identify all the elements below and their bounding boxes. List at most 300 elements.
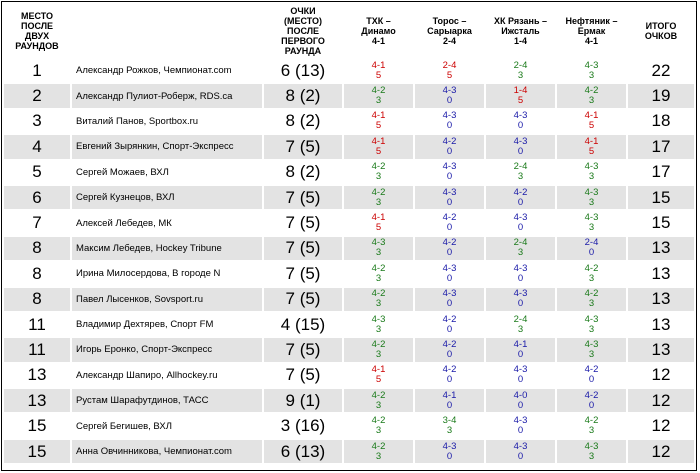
expert-name-cell: Евгений Зырянкин, Спорт-Экспресс xyxy=(72,135,262,158)
match-prediction-cell xyxy=(557,237,626,260)
prediction-points: 0 xyxy=(517,450,524,462)
place-cell: 6 xyxy=(4,186,70,209)
match-prediction-cell xyxy=(344,313,413,336)
table-row xyxy=(4,338,694,361)
predicted-score: 4-2 xyxy=(371,262,386,274)
predicted-score: 4-3 xyxy=(584,338,599,350)
match-prediction-cell xyxy=(344,110,413,133)
match-prediction-cell xyxy=(415,84,484,107)
total-points-cell: 12 xyxy=(628,364,694,387)
match-prediction-cell xyxy=(557,288,626,311)
prediction-points: 0 xyxy=(517,298,524,310)
predicted-score: 4-3 xyxy=(442,262,457,274)
header-line: ХК Рязань – xyxy=(494,15,547,26)
predicted-score: 4-3 xyxy=(513,440,528,452)
place-cell: 5 xyxy=(4,161,70,184)
header-line: Сарыарка xyxy=(427,25,472,36)
predicted-score: 4-1 xyxy=(513,338,528,350)
first-round-points-cell: 7 (5) xyxy=(264,186,342,209)
match-prediction-cell xyxy=(557,313,626,336)
predicted-score: 4-3 xyxy=(584,440,599,452)
match-prediction-cell xyxy=(415,211,484,234)
prediction-points: 0 xyxy=(446,171,453,183)
place-cell: 2 xyxy=(4,84,70,107)
prediction-points: 5 xyxy=(375,145,382,157)
match-prediction-cell xyxy=(557,186,626,209)
header-line: (МЕСТО) xyxy=(283,15,323,26)
header-name-blank xyxy=(72,4,262,57)
predicted-score: 4-2 xyxy=(442,338,457,350)
total-points-cell: 12 xyxy=(628,389,694,412)
prediction-points: 0 xyxy=(588,399,595,411)
place-cell: 15 xyxy=(4,414,70,437)
prediction-points: 5 xyxy=(588,120,595,132)
header-line: Ижсталь xyxy=(501,25,540,36)
predicted-score: 4-3 xyxy=(584,59,599,71)
first-round-points-cell: 3 (16) xyxy=(264,414,342,437)
header-line: ПОСЛЕ xyxy=(286,25,320,36)
predicted-score: 2-4 xyxy=(513,161,528,173)
prediction-points: 0 xyxy=(446,120,453,132)
match-prediction-cell xyxy=(486,84,555,107)
predicted-score: 4-2 xyxy=(513,186,528,198)
predicted-score: 4-3 xyxy=(371,237,386,249)
place-cell: 8 xyxy=(4,262,70,285)
match-prediction-cell xyxy=(415,110,484,133)
match-prediction-cell xyxy=(557,440,626,463)
predicted-score: 2-4 xyxy=(513,59,528,71)
header-match-3 xyxy=(486,4,555,57)
total-points-cell: 12 xyxy=(628,414,694,437)
first-round-points-cell: 7 (5) xyxy=(264,262,342,285)
expert-name-cell: Игорь Еронко, Спорт-Экспресс xyxy=(72,338,262,361)
first-round-points-cell: 7 (5) xyxy=(264,237,342,260)
prediction-points: 3 xyxy=(588,95,595,107)
header-match-2 xyxy=(415,4,484,57)
prediction-points: 0 xyxy=(588,374,595,386)
header-total xyxy=(628,4,694,57)
prediction-points: 3 xyxy=(588,298,595,310)
match-prediction-cell xyxy=(557,338,626,361)
expert-name-cell: Павел Лысенков, Sovsport.ru xyxy=(72,288,262,311)
predicted-score: 2-4 xyxy=(442,59,457,71)
match-prediction-cell xyxy=(486,186,555,209)
place-cell: 13 xyxy=(4,364,70,387)
prediction-points: 3 xyxy=(375,196,382,208)
match-prediction-cell xyxy=(344,440,413,463)
table-row xyxy=(4,364,694,387)
match-prediction-cell xyxy=(415,161,484,184)
predicted-score: 4-1 xyxy=(371,212,386,224)
match-prediction-cell xyxy=(557,364,626,387)
predicted-score: 4-3 xyxy=(442,161,457,173)
match-prediction-cell xyxy=(415,262,484,285)
table-row xyxy=(4,414,694,437)
match-prediction-cell xyxy=(415,186,484,209)
prediction-points: 0 xyxy=(446,374,453,386)
prediction-points: 3 xyxy=(517,247,524,259)
match-prediction-cell xyxy=(415,59,484,82)
first-round-points-cell: 8 (2) xyxy=(264,84,342,107)
match-prediction-cell xyxy=(344,389,413,412)
table-row xyxy=(4,237,694,260)
prediction-points: 0 xyxy=(517,348,524,360)
prediction-points: 3 xyxy=(588,425,595,437)
header-line: Торос – xyxy=(432,15,467,26)
place-cell: 11 xyxy=(4,313,70,336)
prediction-points: 0 xyxy=(446,272,453,284)
prediction-points: 0 xyxy=(446,95,453,107)
match-prediction-cell xyxy=(344,237,413,260)
match-prediction-cell xyxy=(344,211,413,234)
predicted-score: 4-2 xyxy=(371,415,386,427)
expert-name-cell: Анна Овчинникова, Чемпионат.com xyxy=(72,440,262,463)
predicted-score: 4-3 xyxy=(513,288,528,300)
match-prediction-cell xyxy=(557,211,626,234)
prediction-points: 0 xyxy=(517,196,524,208)
predicted-score: 4-2 xyxy=(371,389,386,401)
expert-name-cell: Алексей Лебедев, МК xyxy=(72,211,262,234)
total-points-cell: 15 xyxy=(628,186,694,209)
table-row xyxy=(4,440,694,463)
match-prediction-cell xyxy=(344,288,413,311)
predicted-score: 2-4 xyxy=(513,237,528,249)
prediction-points: 3 xyxy=(375,95,382,107)
match-prediction-cell xyxy=(557,161,626,184)
expert-name-cell: Александр Пулиот-Роберж, RDS.ca xyxy=(72,84,262,107)
header-row xyxy=(4,4,694,57)
prediction-points: 5 xyxy=(446,69,453,81)
prediction-points: 0 xyxy=(517,374,524,386)
predicted-score: 4-3 xyxy=(584,313,599,325)
predicted-score: 4-1 xyxy=(371,110,386,122)
prediction-points: 0 xyxy=(446,323,453,335)
prediction-points: 0 xyxy=(446,450,453,462)
match-prediction-cell xyxy=(344,364,413,387)
place-cell: 7 xyxy=(4,211,70,234)
prediction-points: 3 xyxy=(375,399,382,411)
match-prediction-cell xyxy=(557,59,626,82)
header-line: Ермак xyxy=(577,25,606,36)
predicted-score: 2-4 xyxy=(513,313,528,325)
prediction-points: 3 xyxy=(375,298,382,310)
match-prediction-cell xyxy=(344,84,413,107)
predicted-score: 4-3 xyxy=(442,110,457,122)
match-prediction-cell xyxy=(415,338,484,361)
predicted-score: 4-2 xyxy=(442,364,457,376)
first-round-points-cell: 6 (13) xyxy=(264,440,342,463)
prediction-points: 0 xyxy=(517,399,524,411)
match-prediction-cell xyxy=(557,414,626,437)
table-row xyxy=(4,313,694,336)
prediction-points: 0 xyxy=(517,222,524,234)
predicted-score: 4-2 xyxy=(584,364,599,376)
predicted-score: 4-2 xyxy=(584,415,599,427)
predicted-score: 4-3 xyxy=(513,262,528,274)
table-row xyxy=(4,288,694,311)
header-line: ПОСЛЕ xyxy=(20,20,54,31)
standings-table-frame xyxy=(1,1,697,471)
expert-name-cell: Сергей Кузнецов, ВХЛ xyxy=(72,186,262,209)
table-row xyxy=(4,211,694,234)
predicted-score: 4-3 xyxy=(513,364,528,376)
table-row xyxy=(4,161,694,184)
predicted-score: 4-3 xyxy=(584,212,599,224)
table-row xyxy=(4,84,694,107)
prediction-points: 0 xyxy=(588,247,595,259)
first-round-points-cell: 9 (1) xyxy=(264,389,342,412)
match-prediction-cell xyxy=(486,110,555,133)
predicted-score: 4-2 xyxy=(371,85,386,97)
header-line: Динамо xyxy=(361,25,396,36)
predicted-score: 2-4 xyxy=(584,237,599,249)
prediction-points: 3 xyxy=(375,425,382,437)
expert-name-cell: Сергей Можаев, ВХЛ xyxy=(72,161,262,184)
match-prediction-cell xyxy=(415,237,484,260)
header-line: ОЧКОВ xyxy=(644,30,678,41)
header-line: ИТОГО xyxy=(645,20,677,31)
prediction-points: 3 xyxy=(588,348,595,360)
place-cell: 13 xyxy=(4,389,70,412)
match-prediction-cell xyxy=(486,440,555,463)
predicted-score: 4-3 xyxy=(513,212,528,224)
match-prediction-cell xyxy=(415,440,484,463)
total-points-cell: 15 xyxy=(628,211,694,234)
match-prediction-cell xyxy=(344,186,413,209)
prediction-points: 5 xyxy=(375,374,382,386)
prediction-points: 3 xyxy=(375,323,382,335)
prediction-points: 0 xyxy=(517,425,524,437)
expert-name-cell: Максим Лебедев, Hockey Tribune xyxy=(72,237,262,260)
header-match-1 xyxy=(344,4,413,57)
prediction-points: 3 xyxy=(588,222,595,234)
predicted-score: 4-3 xyxy=(442,288,457,300)
prediction-points: 0 xyxy=(446,145,453,157)
header-line: РАУНДОВ xyxy=(15,40,59,51)
table-row xyxy=(4,135,694,158)
header-line: 4-1 xyxy=(371,35,385,46)
match-prediction-cell xyxy=(415,414,484,437)
total-points-cell: 13 xyxy=(628,338,694,361)
first-round-points-cell: 7 (5) xyxy=(264,211,342,234)
prediction-points: 0 xyxy=(446,298,453,310)
predicted-score: 4-2 xyxy=(371,161,386,173)
match-prediction-cell xyxy=(486,135,555,158)
total-points-cell: 13 xyxy=(628,288,694,311)
total-points-cell: 13 xyxy=(628,262,694,285)
predicted-score: 4-2 xyxy=(442,237,457,249)
predicted-score: 4-3 xyxy=(513,415,528,427)
predicted-score: 4-2 xyxy=(442,313,457,325)
match-prediction-cell xyxy=(486,237,555,260)
total-points-cell: 17 xyxy=(628,161,694,184)
total-points-cell: 17 xyxy=(628,135,694,158)
expert-name-cell: Ирина Милосердова, В городе N xyxy=(72,262,262,285)
prediction-points: 5 xyxy=(517,95,524,107)
prediction-points: 3 xyxy=(375,348,382,360)
predicted-score: 4-3 xyxy=(371,313,386,325)
match-prediction-cell xyxy=(486,262,555,285)
prediction-points: 3 xyxy=(588,450,595,462)
prediction-points: 0 xyxy=(446,222,453,234)
first-round-points-cell: 7 (5) xyxy=(264,338,342,361)
first-round-points-cell: 7 (5) xyxy=(264,288,342,311)
match-prediction-cell xyxy=(415,389,484,412)
expert-name-cell: Рустам Шарафутдинов, ТАСС xyxy=(72,389,262,412)
header-line: МЕСТО xyxy=(20,10,54,21)
header-line: ДВУХ xyxy=(24,30,50,41)
match-prediction-cell xyxy=(486,414,555,437)
prediction-points: 3 xyxy=(517,69,524,81)
predicted-score: 4-3 xyxy=(513,135,528,147)
place-cell: 8 xyxy=(4,237,70,260)
prediction-points: 3 xyxy=(375,450,382,462)
place-cell: 11 xyxy=(4,338,70,361)
predicted-score: 4-2 xyxy=(584,288,599,300)
prediction-points: 3 xyxy=(375,171,382,183)
total-points-cell: 22 xyxy=(628,59,694,82)
predicted-score: 4-1 xyxy=(371,59,386,71)
predicted-score: 4-1 xyxy=(371,364,386,376)
predicted-score: 4-2 xyxy=(584,262,599,274)
match-prediction-cell xyxy=(557,389,626,412)
match-prediction-cell xyxy=(557,110,626,133)
header-points xyxy=(264,4,342,57)
place-cell: 15 xyxy=(4,440,70,463)
place-cell: 1 xyxy=(4,59,70,82)
predicted-score: 4-3 xyxy=(584,186,599,198)
prediction-points: 0 xyxy=(517,272,524,284)
match-prediction-cell xyxy=(557,84,626,107)
header-line: 4-1 xyxy=(584,35,598,46)
first-round-points-cell: 7 (5) xyxy=(264,364,342,387)
prediction-points: 3 xyxy=(375,247,382,259)
prediction-points: 0 xyxy=(446,348,453,360)
match-prediction-cell xyxy=(486,313,555,336)
predicted-score: 4-3 xyxy=(513,110,528,122)
predicted-score: 4-3 xyxy=(442,85,457,97)
first-round-points-cell: 4 (15) xyxy=(264,313,342,336)
predicted-score: 4-2 xyxy=(371,186,386,198)
predicted-score: 4-3 xyxy=(442,186,457,198)
header-match-4 xyxy=(557,4,626,57)
total-points-cell: 19 xyxy=(628,84,694,107)
header-line: 2-4 xyxy=(442,35,456,46)
predicted-score: 4-2 xyxy=(584,85,599,97)
match-prediction-cell xyxy=(486,389,555,412)
predicted-score: 4-2 xyxy=(371,440,386,452)
first-round-points-cell: 8 (2) xyxy=(264,110,342,133)
prediction-points: 5 xyxy=(375,222,382,234)
table-row xyxy=(4,186,694,209)
first-round-points-cell: 6 (13) xyxy=(264,59,342,82)
predicted-score: 4-2 xyxy=(442,135,457,147)
match-prediction-cell xyxy=(486,59,555,82)
expert-name-cell: Александр Рожков, Чемпионат.com xyxy=(72,59,262,82)
expert-name-cell: Виталий Панов, Sportbox.ru xyxy=(72,110,262,133)
match-prediction-cell xyxy=(486,211,555,234)
first-round-points-cell: 7 (5) xyxy=(264,135,342,158)
place-cell: 4 xyxy=(4,135,70,158)
table-row xyxy=(4,59,694,82)
header-line: 1-4 xyxy=(513,35,527,46)
total-points-cell: 12 xyxy=(628,440,694,463)
match-prediction-cell xyxy=(415,313,484,336)
match-prediction-cell xyxy=(415,288,484,311)
table-row xyxy=(4,262,694,285)
match-prediction-cell xyxy=(486,338,555,361)
header-place xyxy=(4,4,70,57)
expert-name-cell: Александр Шапиро, Allhockey.ru xyxy=(72,364,262,387)
first-round-points-cell: 8 (2) xyxy=(264,161,342,184)
prediction-points: 0 xyxy=(446,196,453,208)
prediction-points: 5 xyxy=(588,145,595,157)
match-prediction-cell xyxy=(415,135,484,158)
prediction-points: 3 xyxy=(588,272,595,284)
header-line: ОЧКИ xyxy=(290,5,316,16)
predicted-score: 4-1 xyxy=(584,135,599,147)
match-prediction-cell xyxy=(486,288,555,311)
match-prediction-cell xyxy=(415,364,484,387)
predicted-score: 4-2 xyxy=(442,212,457,224)
match-prediction-cell xyxy=(557,135,626,158)
prediction-points: 3 xyxy=(588,196,595,208)
total-points-cell: 13 xyxy=(628,313,694,336)
match-prediction-cell xyxy=(344,59,413,82)
predicted-score: 1-4 xyxy=(513,85,528,97)
prediction-points: 0 xyxy=(517,120,524,132)
match-prediction-cell xyxy=(557,262,626,285)
table-row xyxy=(4,389,694,412)
match-prediction-cell xyxy=(344,414,413,437)
match-prediction-cell xyxy=(344,262,413,285)
prediction-points: 3 xyxy=(375,272,382,284)
header-line: ТХК – xyxy=(366,15,391,26)
predicted-score: 4-2 xyxy=(584,389,599,401)
table-row xyxy=(4,110,694,133)
predicted-score: 4-1 xyxy=(442,389,457,401)
prediction-points: 5 xyxy=(375,69,382,81)
match-prediction-cell xyxy=(486,161,555,184)
prediction-points: 3 xyxy=(517,171,524,183)
match-prediction-cell xyxy=(344,135,413,158)
prediction-points: 0 xyxy=(517,145,524,157)
standings-table xyxy=(2,2,696,465)
predicted-score: 4-2 xyxy=(371,338,386,350)
header-line: РАУНДА xyxy=(284,45,322,56)
predicted-score: 4-2 xyxy=(371,288,386,300)
predicted-score: 4-1 xyxy=(371,135,386,147)
match-prediction-cell xyxy=(344,338,413,361)
place-cell: 8 xyxy=(4,288,70,311)
header-line: ПЕРВОГО xyxy=(281,35,325,46)
prediction-points: 0 xyxy=(446,247,453,259)
prediction-points: 3 xyxy=(446,425,453,437)
prediction-points: 0 xyxy=(446,399,453,411)
match-prediction-cell xyxy=(486,364,555,387)
expert-name-cell: Владимир Дехтярев, Спорт FM xyxy=(72,313,262,336)
prediction-points: 3 xyxy=(588,171,595,183)
total-points-cell: 13 xyxy=(628,237,694,260)
place-cell: 3 xyxy=(4,110,70,133)
predicted-score: 4-1 xyxy=(584,110,599,122)
predicted-score: 4-0 xyxy=(513,389,528,401)
prediction-points: 5 xyxy=(375,120,382,132)
total-points-cell: 18 xyxy=(628,110,694,133)
header-line: Нефтяник – xyxy=(565,15,618,26)
predicted-score: 4-3 xyxy=(442,440,457,452)
expert-name-cell: Сергей Бегишев, ВХЛ xyxy=(72,414,262,437)
